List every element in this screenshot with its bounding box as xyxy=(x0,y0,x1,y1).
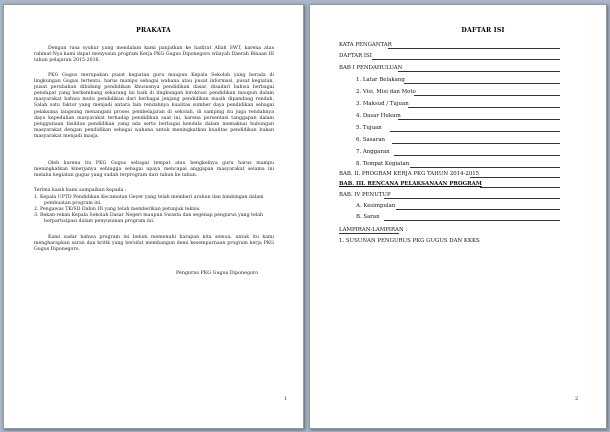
toc-bab1-item: 2. Visi, Misi dan Moto xyxy=(356,89,416,95)
page-title: DAFTAR ISI xyxy=(461,27,505,34)
page-number: 1 xyxy=(284,396,288,402)
toc-bab4-item: B. Saran xyxy=(356,214,380,220)
toc-lampiran: LAMPIRAN-LAMPIRAN : xyxy=(339,227,408,233)
toc-leader xyxy=(384,198,560,199)
toc-kata-pengantar: KATA PENGANTAR xyxy=(339,42,392,48)
thanks-list xyxy=(34,195,274,225)
toc-leader xyxy=(392,143,560,144)
toc-bab4-item: A. Kesimpulan xyxy=(356,203,396,209)
toc-bab1-item: 7. Anggaran xyxy=(356,149,390,155)
toc-leader xyxy=(470,177,560,178)
toc-leader xyxy=(388,48,560,49)
toc-bab4: BAB. IV PENUTUP xyxy=(339,192,391,198)
toc-bab1: BAB I PENDAHULUAN xyxy=(339,65,403,71)
toc-leader xyxy=(390,131,560,132)
toc-leader xyxy=(398,71,560,72)
signature: Pengurus PKG Gugus Diponegoro xyxy=(176,271,259,276)
list-item: 2. Pengawas TK/SD Dabin III yang telah memberikan petunjuk teknis. xyxy=(34,207,201,213)
body-paragraph-2: Oleh karena itu PKG Gugus sebagai tempat atau bengkelnya guru harus mampu meningkatkan kinerjanya sehingga sebagai upaya mencapai anggapan masyarakat selama ini melalui kegiatan gugus yang sudah terprogram dari tahun ke tahun. xyxy=(34,161,274,179)
list-item: 3. Rekan-rekan Kepala Sekolah Dasar Negeri maupun Swasta dan segenap pengurus yang telah berpartisipasi dalam penyusunan program ini. xyxy=(34,213,264,225)
toc-leader xyxy=(410,167,560,168)
thanks-intro: Terima kasih kami sampaikan kepada : xyxy=(34,188,127,193)
toc-bab3: BAB. III. RENCANA PELAKSANAAN PROGRAM xyxy=(339,181,482,187)
toc-leader xyxy=(398,119,560,120)
toc-leader xyxy=(404,83,560,84)
toc-bab1-item: 4. Dasar Hukum xyxy=(356,113,401,119)
toc-underline xyxy=(339,233,399,234)
toc-bab1-item: 8. Tempat Kegiatan xyxy=(356,161,410,167)
toc-bab1-item: 3. Maksud / Tujuan xyxy=(356,101,409,107)
page-title: PRAKATA xyxy=(136,27,171,34)
intro-paragraph: Dengan rasa syukur yang mendalam kami panjatkan ke hadirat Allah SWT, karena atas rahmat-Nya kami dapat menyusun program Kerja PKG Gugus Diponegoro wilayah Daerah Binaan III tahun pelajaran 2015-2016. xyxy=(34,46,274,64)
toc-bab1-item: 5. Tujuan xyxy=(356,125,382,131)
toc-daftar-isi: DAFTAR ISI xyxy=(339,53,372,59)
toc-bab2: BAB. II. PROGRAM KERJA PKG TAHUN 2014-2015 xyxy=(339,171,480,177)
body-paragraph-1: PKG Gugus merupakan pusat kegiatan guru maupun Kepala Sekolah yang berada di lingkungan Gugus tertentu, harus mampu sebagai wahana atau pusat informasi, pusat kegiatan, pusat perubahan dibidang pendidikan khususnya pendidikan dasar, disadari bahwa berbagai pendapat yang berkembang sekarang ini baik di lingkungan birokrasi pendidikan maupun dalam masyarakat bahwa mutu pendidikan dari berbagai jenjang pendidikan masih dipandang rendah. Salah satu faktor yang menjadi antara lain rendahnya kualitas sumber daya pendidikan sebagai pelaksana langsung menangani proses pembelajaran di sekolah, di samping itu juga rendahnya daya kepedulian masyarakat terhadap pendidikan saat ini, karena persentasi tanggapan dalam penggunaan fasilitas pendidikan yang ada serta berbagai kendala dalam memaknai hubungan masyarakat dengan pendidikan sebagai wahana untuk meningkatkan kualitas pendidikan bukan masyarakat menjadi masja. xyxy=(34,73,274,139)
toc-leader xyxy=(394,155,560,156)
list-item: 1. Kepala UPTD Pendidikan Kecamatan Geyer yang telah memberi arahan dan bimbingan dalam pembuatan program ini. xyxy=(34,195,264,207)
closing-paragraph: Kami sadar bahwa program ini belum memenuhi harapan kita semua, untuk itu kami mengharapkan saran dan kritik yang bersifat membangun demi kesempurnaan program kerja PKG Gugus Diponegoro. xyxy=(34,235,274,253)
toc-leader xyxy=(414,95,560,96)
toc-leader xyxy=(408,107,560,108)
toc-leader xyxy=(372,59,560,60)
toc-leader xyxy=(384,220,560,221)
toc-bab1-item: 6. Sasaran xyxy=(356,137,386,143)
toc-leader xyxy=(396,209,560,210)
toc-bab1-item: 1. Latar Belakang xyxy=(356,77,405,83)
page-number: 2 xyxy=(575,396,579,402)
toc-lampiran-item: 1. SUSUNAN PENGURUS PKG GUGUS DAN KKKS xyxy=(339,238,480,244)
page-prakata xyxy=(3,4,304,429)
toc-leader xyxy=(480,187,560,188)
page-daftar-isi xyxy=(309,4,607,429)
